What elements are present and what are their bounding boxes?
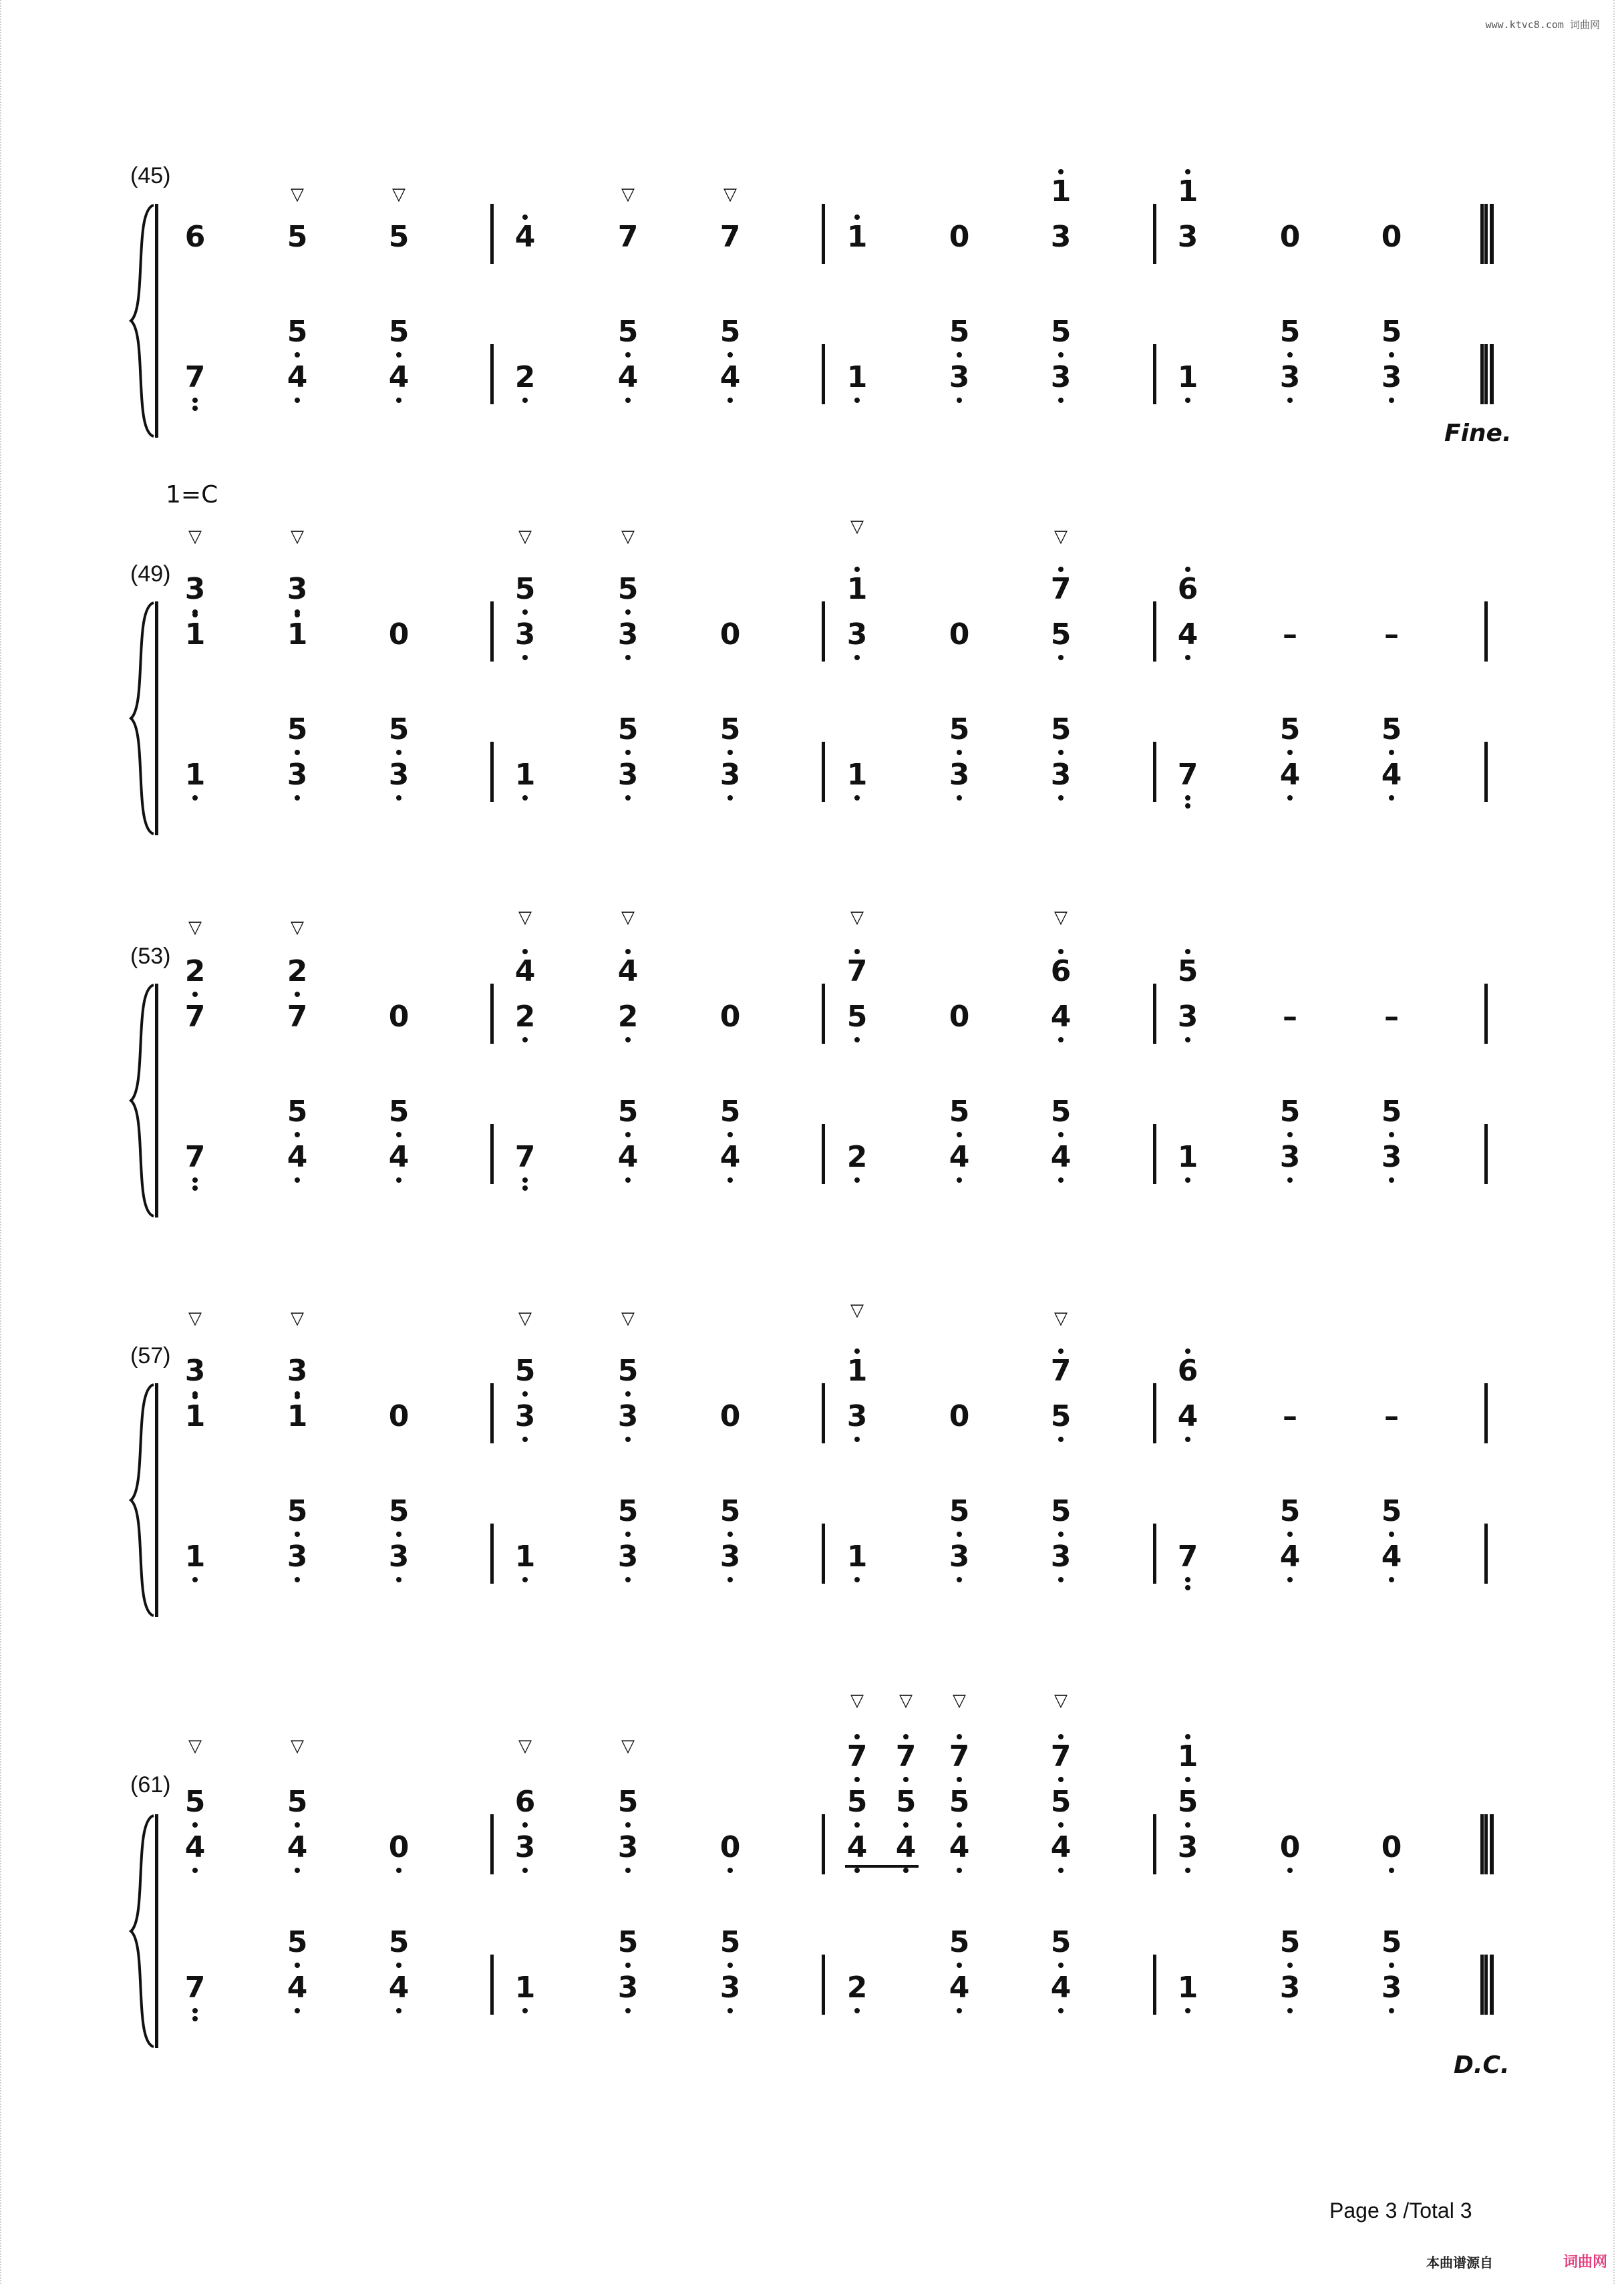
barline (1484, 1383, 1488, 1443)
note-high: 5 (886, 1788, 926, 1833)
barline (1484, 742, 1488, 802)
note-high: 5 (277, 1097, 317, 1143)
note: 5 (287, 220, 308, 254)
note: 7 (175, 363, 215, 408)
note-high: 5 (939, 1497, 979, 1542)
note: 5 (1041, 620, 1081, 666)
barline (1484, 344, 1488, 404)
note: 3 (1168, 1833, 1208, 1878)
note: 3 (608, 620, 648, 666)
note-high: 5 (710, 317, 750, 363)
note: 2 (505, 363, 545, 408)
note: 4 (379, 1143, 419, 1188)
note: 4 (939, 1973, 979, 2019)
note-high: 5 (505, 575, 545, 620)
note: 7 (1168, 1542, 1208, 1588)
barline (1153, 1383, 1156, 1443)
accent-mark: ▽ (518, 1736, 532, 1756)
note-high: 5 (1371, 1097, 1412, 1143)
note: 1 (505, 760, 545, 806)
note-highest: 7 (939, 1742, 979, 1788)
note: 4 (939, 1143, 979, 1188)
accent-mark: ▽ (291, 527, 304, 547)
note: 1 (175, 1542, 215, 1588)
note: 4 (277, 1833, 317, 1878)
barline (1484, 1524, 1488, 1584)
barline (1153, 1124, 1156, 1184)
note: 3 (1041, 760, 1081, 806)
note-high: 5 (277, 317, 317, 363)
note: 4 (379, 1973, 419, 2019)
accent-mark: ▽ (392, 184, 405, 204)
note-high: 5 (379, 1497, 419, 1542)
note-high: 5 (939, 317, 979, 363)
site-watermark: www.ktvc8.com 词曲网 (1485, 19, 1600, 31)
note: 3 (1177, 220, 1198, 254)
note: – (1384, 1000, 1399, 1034)
eighth-underline (845, 1865, 919, 1868)
note: 0 (949, 220, 970, 254)
note: 4 (277, 363, 317, 408)
note: 0 (1371, 1833, 1412, 1878)
note: 4 (1270, 1542, 1310, 1588)
note-high: 5 (379, 1928, 419, 1973)
left-page-edge (0, 0, 11, 2284)
note: 3 (608, 760, 648, 806)
note-high: 5 (608, 1497, 648, 1542)
note: 3 (837, 1402, 877, 1447)
accent-mark: ▽ (188, 1308, 202, 1328)
note-high: 5 (277, 1928, 317, 1973)
note: 1 (1168, 1143, 1208, 1188)
note: 1 (837, 1542, 877, 1588)
note: – (1384, 1399, 1399, 1433)
note: 3 (1270, 363, 1310, 408)
note: 4 (505, 223, 545, 268)
note: 3 (1041, 1542, 1081, 1588)
double-barline-thin (1480, 344, 1484, 404)
note-high: 5 (1371, 1928, 1412, 1973)
accent-mark: ▽ (1054, 1691, 1068, 1711)
barline (1153, 601, 1156, 662)
note: 0 (719, 1399, 741, 1433)
note: 0 (1270, 1833, 1310, 1878)
note: 1 (175, 620, 215, 666)
note-high: 5 (710, 1928, 750, 1973)
note-high: 5 (505, 1357, 545, 1402)
note: 4 (277, 1143, 317, 1188)
note: 3 (505, 620, 545, 666)
note: 0 (719, 1000, 741, 1034)
accent-mark: ▽ (291, 917, 304, 938)
barline (1484, 204, 1488, 264)
note-high: 5 (379, 715, 419, 760)
barline (1484, 1955, 1488, 2015)
note-high: 5 (608, 575, 648, 620)
accent-mark: ▽ (850, 907, 864, 927)
note: 3 (1041, 363, 1081, 408)
accent-mark: ▽ (291, 1736, 304, 1756)
note: 4 (837, 1833, 877, 1878)
barline (490, 344, 494, 404)
accent-mark: ▽ (518, 907, 532, 927)
note-high: 5 (1270, 1928, 1310, 1973)
note: – (1283, 1000, 1297, 1034)
barline (1153, 984, 1156, 1044)
grand-staff-brace (127, 984, 160, 1218)
note-high: 4 (505, 957, 545, 1002)
note-high: 5 (1041, 1097, 1081, 1143)
double-barline-thick (1490, 1955, 1494, 2015)
note-high: 6 (1168, 575, 1208, 620)
note: 4 (608, 363, 648, 408)
double-barline-thin (1480, 1955, 1484, 2015)
barline (1484, 1814, 1488, 1874)
note: 7 (719, 220, 741, 254)
note-high: 5 (1041, 715, 1081, 760)
note: 4 (1168, 1402, 1208, 1447)
note-high: 1 (837, 575, 877, 620)
measure-number: (61) (130, 1772, 171, 1798)
note: 3 (1371, 1143, 1412, 1188)
accent-mark: ▽ (899, 1691, 913, 1711)
barline (1484, 1124, 1488, 1184)
note: 7 (175, 1143, 215, 1188)
note-high: 5 (277, 715, 317, 760)
double-barline-thin (1480, 1814, 1484, 1874)
note: 1 (277, 1402, 317, 1447)
note: 0 (719, 617, 741, 652)
accent-mark: ▽ (723, 184, 737, 204)
note: 3 (379, 1542, 419, 1588)
note-high: 5 (837, 1788, 877, 1833)
note-high: 5 (1270, 715, 1310, 760)
note-high: 5 (608, 1357, 648, 1402)
barline (822, 742, 825, 802)
note: 5 (837, 1002, 877, 1048)
note-high: 5 (608, 1788, 648, 1833)
note-high: 3 (175, 1357, 215, 1402)
note: 3 (277, 760, 317, 806)
note: 3 (939, 363, 979, 408)
barline (1153, 344, 1156, 404)
note: 4 (710, 1143, 750, 1188)
note: 2 (505, 1002, 545, 1048)
measure-number: (45) (130, 163, 171, 188)
note: 3 (939, 760, 979, 806)
note: 3 (277, 1542, 317, 1588)
accent-mark: ▽ (1054, 1308, 1068, 1328)
note-high: 5 (710, 715, 750, 760)
barline (1153, 1814, 1156, 1874)
barline (490, 1955, 494, 2015)
note: 4 (1371, 760, 1412, 806)
accent-mark: ▽ (1054, 527, 1068, 547)
note-high: 5 (379, 317, 419, 363)
accent-mark: ▽ (518, 527, 532, 547)
note-high: 5 (939, 1928, 979, 1973)
barline (1484, 984, 1488, 1044)
note: 2 (608, 1002, 648, 1048)
barline (1153, 204, 1156, 264)
note: 4 (1041, 1833, 1081, 1878)
barline (490, 742, 494, 802)
accent-mark: ▽ (850, 1691, 864, 1711)
right-page-edge (1613, 0, 1624, 2284)
note: 0 (1381, 220, 1402, 254)
accent-mark: ▽ (621, 184, 635, 204)
accent-mark: ▽ (621, 1736, 635, 1756)
note-high: 5 (175, 1788, 215, 1833)
note: 3 (1371, 363, 1412, 408)
note: 2 (837, 1143, 877, 1188)
note: – (1283, 1399, 1297, 1433)
note-high: 3 (277, 1357, 317, 1402)
barline (822, 984, 825, 1044)
note-high: 5 (1371, 715, 1412, 760)
note-high: 2 (175, 957, 215, 1002)
note-high: 6 (505, 1788, 545, 1833)
note: 4 (608, 1143, 648, 1188)
note-high: 6 (1168, 1357, 1208, 1402)
barline (1484, 601, 1488, 662)
note-high: 6 (1041, 957, 1081, 1002)
barline (490, 601, 494, 662)
note-high: 5 (1041, 317, 1081, 363)
note: 3 (379, 760, 419, 806)
note-highest: 7 (1041, 1742, 1081, 1788)
source-stamp: 本曲谱源自 (1426, 2255, 1493, 2271)
note-highest: 1 (1168, 1742, 1208, 1788)
note: 1 (505, 1542, 545, 1588)
note: 4 (379, 363, 419, 408)
barline (822, 344, 825, 404)
accent-mark: ▽ (518, 1308, 532, 1328)
note: 4 (1270, 760, 1310, 806)
note-high: 1 (1041, 177, 1081, 223)
note: 1 (175, 1402, 215, 1447)
note: 7 (184, 1000, 206, 1034)
barline (822, 1383, 825, 1443)
barline (1153, 1524, 1156, 1584)
note: 4 (277, 1973, 317, 2019)
note: 1 (175, 760, 215, 806)
note: 4 (939, 1833, 979, 1878)
accent-mark: ▽ (291, 184, 304, 204)
note: 3 (710, 760, 750, 806)
note: 4 (710, 363, 750, 408)
note-highest: 7 (886, 1742, 926, 1788)
double-barline-thick (1490, 1814, 1494, 1874)
double-barline-thin (1480, 204, 1484, 264)
note: 1 (277, 620, 317, 666)
note-high: 5 (277, 1788, 317, 1833)
note: 4 (886, 1833, 926, 1878)
note: 4 (1041, 1002, 1081, 1048)
note-high: 5 (939, 1788, 979, 1833)
note-high: 2 (277, 957, 317, 1002)
note: 3 (505, 1402, 545, 1447)
note-high: 3 (277, 575, 317, 620)
note-high: 5 (939, 715, 979, 760)
note: 4 (175, 1833, 215, 1878)
note: 4 (1371, 1542, 1412, 1588)
note: 5 (388, 220, 410, 254)
barline (822, 204, 825, 264)
measure-number: (57) (130, 1343, 171, 1369)
barline (822, 601, 825, 662)
note-high: 7 (837, 957, 877, 1002)
note-high: 5 (608, 1097, 648, 1143)
note-high: 5 (710, 1097, 750, 1143)
note-high: 4 (608, 957, 648, 1002)
double-barline-thick (1490, 204, 1494, 264)
note: 0 (949, 1399, 970, 1433)
measure-number: (49) (130, 561, 171, 587)
fine-mark: Fine. (1444, 420, 1512, 447)
note: 7 (287, 1000, 308, 1034)
note-high: 5 (608, 715, 648, 760)
accent-mark: ▽ (291, 1308, 304, 1328)
note-high: 5 (1168, 957, 1208, 1002)
dc-mark: D.C. (1454, 2051, 1510, 2079)
note: 6 (184, 220, 206, 254)
note: 3 (1270, 1143, 1310, 1188)
note-high: 5 (939, 1097, 979, 1143)
note: 0 (710, 1833, 750, 1878)
note: 3 (608, 1833, 648, 1878)
note-high: 5 (710, 1497, 750, 1542)
accent-mark: ▽ (953, 1691, 966, 1711)
note: 1 (1168, 1973, 1208, 2019)
note-high: 1 (837, 1357, 877, 1402)
accent-mark: ▽ (188, 1736, 202, 1756)
grand-staff-brace (127, 204, 160, 438)
note: 4 (1041, 1973, 1081, 2019)
accent-mark: ▽ (621, 1308, 635, 1328)
measure-number: (53) (130, 944, 171, 969)
barline (1153, 742, 1156, 802)
note: 0 (949, 1000, 970, 1034)
note: 1 (837, 223, 877, 268)
accent-mark: ▽ (188, 527, 202, 547)
note-high: 5 (1270, 1497, 1310, 1542)
note: 3 (505, 1833, 545, 1878)
grand-staff-brace (127, 601, 160, 835)
barline (490, 984, 494, 1044)
note: 7 (175, 1973, 215, 2019)
note: 1 (505, 1973, 545, 2019)
note-high: 5 (1168, 1788, 1208, 1833)
note: 4 (1168, 620, 1208, 666)
barline (822, 1524, 825, 1584)
note: 1 (837, 363, 877, 408)
note: 3 (1168, 1002, 1208, 1048)
note-high: 5 (1270, 317, 1310, 363)
note: 3 (939, 1542, 979, 1588)
accent-mark: ▽ (188, 917, 202, 938)
note-high: 5 (1371, 317, 1412, 363)
note: 0 (949, 617, 970, 652)
note: 3 (1270, 1973, 1310, 2019)
barline (490, 1124, 494, 1184)
note: – (1384, 617, 1399, 652)
page-footer: Page 3 /Total 3 (1329, 2198, 1472, 2223)
note: 3 (608, 1402, 648, 1447)
note-high: 5 (379, 1097, 419, 1143)
note-high: 5 (1041, 1497, 1081, 1542)
note: 1 (1168, 363, 1208, 408)
accent-mark: ▽ (621, 527, 635, 547)
note: 5 (1041, 1402, 1081, 1447)
barline (822, 1955, 825, 2015)
grand-staff-brace (127, 1383, 160, 1617)
note: 3 (608, 1542, 648, 1588)
note-high: 5 (608, 317, 648, 363)
note: 7 (617, 220, 639, 254)
barline (490, 204, 494, 264)
accent-mark: ▽ (1054, 907, 1068, 927)
accent-mark: ▽ (850, 517, 864, 537)
barline (1153, 1955, 1156, 2015)
note: 2 (837, 1973, 877, 2019)
note-high: 5 (1371, 1497, 1412, 1542)
note-high: 5 (277, 1497, 317, 1542)
barline (490, 1814, 494, 1874)
note-high: 1 (1168, 177, 1208, 223)
note: 4 (1041, 1143, 1081, 1188)
barline (490, 1524, 494, 1584)
note-high: 5 (1041, 1928, 1081, 1973)
barline (822, 1124, 825, 1184)
accent-mark: ▽ (850, 1300, 864, 1320)
note-high: 5 (608, 1928, 648, 1973)
note: 0 (388, 617, 410, 652)
note: 1 (837, 760, 877, 806)
note: 0 (1279, 220, 1301, 254)
note-high: 7 (1041, 575, 1081, 620)
note-high: 3 (175, 575, 215, 620)
key-signature: 1=C (166, 481, 218, 509)
grand-staff-brace (127, 1814, 160, 2048)
note: 3 (1050, 220, 1072, 254)
barline (490, 1383, 494, 1443)
note: 3 (837, 620, 877, 666)
note: 0 (388, 1399, 410, 1433)
note-high: 7 (1041, 1357, 1081, 1402)
barline (822, 1814, 825, 1874)
note-high: 5 (1041, 1788, 1081, 1833)
note: 3 (710, 1973, 750, 2019)
note: – (1283, 617, 1297, 652)
note: 7 (505, 1143, 545, 1188)
note: 0 (388, 1000, 410, 1034)
note: 3 (1371, 1973, 1412, 2019)
note: 3 (710, 1542, 750, 1588)
note-highest: 7 (837, 1742, 877, 1788)
double-barline-thick (1490, 344, 1494, 404)
note: 3 (608, 1973, 648, 2019)
accent-mark: ▽ (621, 907, 635, 927)
note-high: 5 (1270, 1097, 1310, 1143)
source-logo: 词曲网 (1563, 2254, 1608, 2271)
note: 0 (379, 1833, 419, 1878)
note: 7 (1168, 760, 1208, 806)
